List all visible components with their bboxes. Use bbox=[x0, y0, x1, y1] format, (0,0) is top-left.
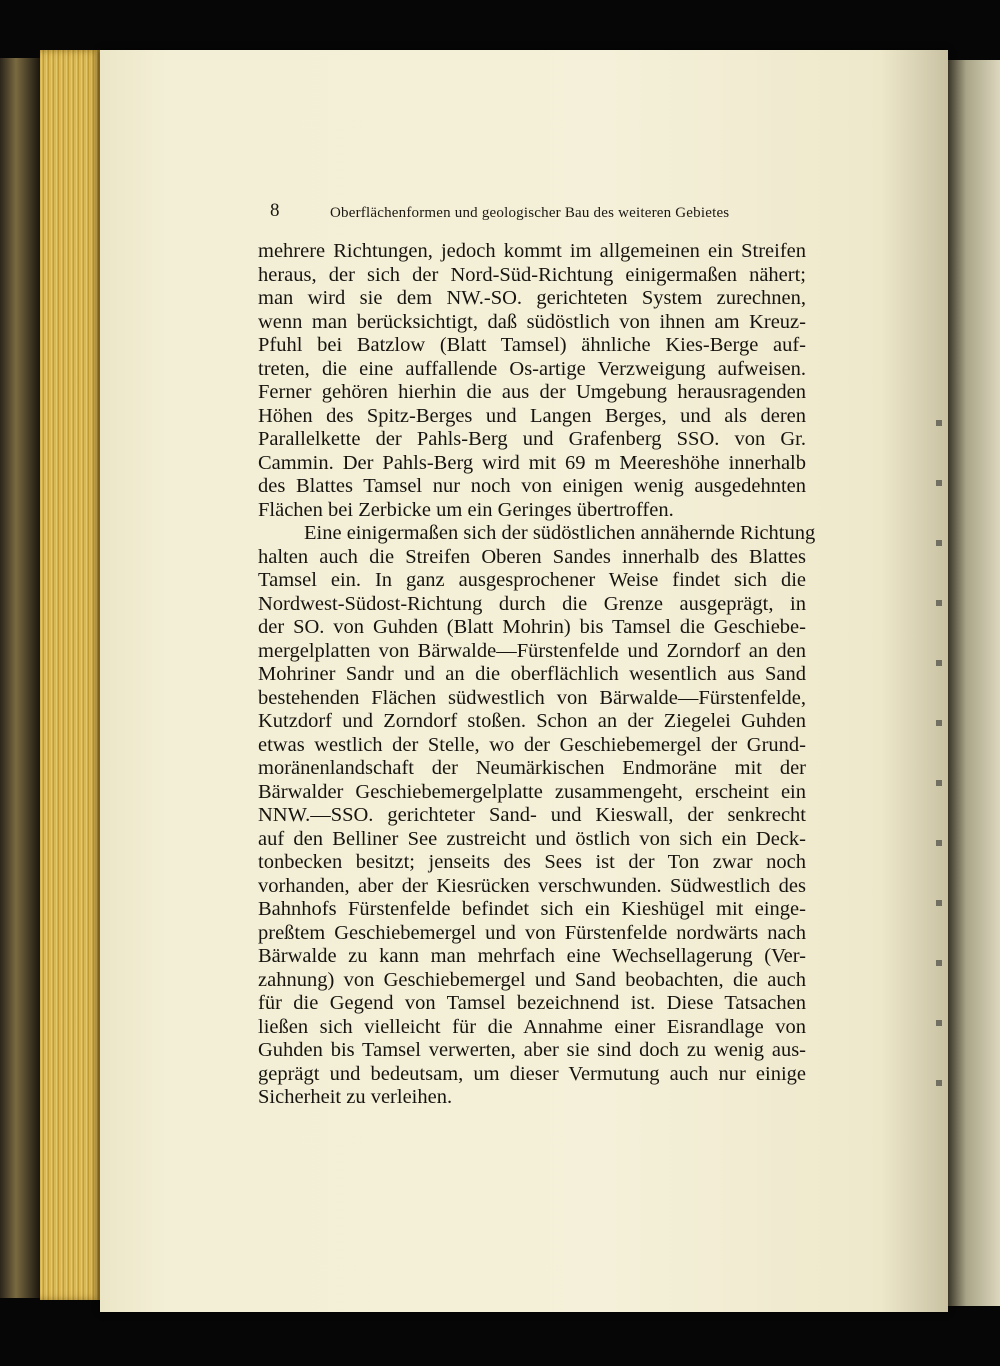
page-number: 8 bbox=[270, 200, 280, 221]
binding-stitching bbox=[936, 420, 942, 1140]
text-line: auf den Belliner See zustreicht und östlich von sich ein Deck- bbox=[258, 827, 806, 850]
text-line: bestehenden Flächen südwestlich von Bärwalde—Fürstenfelde, bbox=[258, 686, 806, 709]
paragraph-1 bbox=[258, 240, 806, 522]
text-line: wenn man berücksichtigt, daß südöstlich von ihnen am Kreuz- bbox=[258, 310, 806, 333]
text-line: moränenlandschaft der Neumärkischen Endmoräne mit der bbox=[258, 757, 806, 779]
text-line: Cammin. Der Pahls-Berg wird mit 69 m Meereshöhe innerhalb bbox=[258, 451, 806, 474]
text-line: zahnung) von Geschiebemergel und Sand beobachten, die auch bbox=[258, 968, 806, 991]
text-line: Guhden bis Tamsel verwerten, aber sie sind doch zu wenig aus- bbox=[258, 1039, 806, 1061]
text-line: Pfuhl bei Batzlow (Blatt Tamsel) ähnliche Kies-Berge auf- bbox=[258, 334, 806, 356]
running-head: Oberflächenformen und geologischer Bau des weiteren Gebietes bbox=[330, 205, 730, 221]
text-line: etwas westlich der Stelle, wo der Geschiebemergel der Grund- bbox=[258, 733, 806, 756]
text-line: Tamsel ein. In ganz ausgesprochener Weise findet sich die bbox=[258, 569, 806, 591]
book-cover-edge bbox=[0, 58, 40, 1298]
paragraph-2 bbox=[258, 522, 816, 1110]
text-line: mergelplatten von Bärwalde—Fürstenfelde und Zorndorf an den bbox=[258, 639, 806, 662]
text-line: Ferner gehören hierhin die aus der Umgebung herausragenden bbox=[258, 381, 806, 403]
text-line: geprägt und bedeutsam, um dieser Vermutung auch nur einige bbox=[258, 1062, 806, 1085]
text-line: für die Gegend von Tamsel bezeichnend ist. Diese Tatsachen bbox=[258, 992, 806, 1014]
text-line: man wird sie dem NW.-SO. gerichteten System zurechnen, bbox=[258, 287, 806, 309]
text-line: Bärwalde zu kann man mehrfach eine Wechsellagerung (Ver- bbox=[258, 945, 806, 967]
text-line: preßtem Geschiebemergel und von Fürstenfelde nordwärts nach bbox=[258, 921, 806, 944]
text-line: halten auch die Streifen Oberen Sandes innerhalb des Blattes bbox=[258, 545, 806, 568]
text-line: des Blattes Tamsel nur noch von einigen wenig ausgedehnten bbox=[258, 475, 806, 497]
facing-page-edge bbox=[948, 60, 1000, 1306]
text-line: Bärwalder Geschiebemergelplatte zusammengeht, erscheint ein bbox=[258, 780, 806, 803]
page-header bbox=[270, 200, 770, 230]
text-line: der SO. von Guhden (Blatt Mohrin) bis Tamsel die Geschiebe- bbox=[258, 616, 806, 638]
body-text bbox=[258, 240, 816, 1110]
text-line: mehrere Richtungen, jedoch kommt im allgemeinen ein Streifen bbox=[258, 240, 806, 262]
text-line: Mohriner Sandr und an die oberflächlich wesentlich aus Sand bbox=[258, 663, 806, 685]
text-line: tonbecken besitzt; jenseits des Sees ist der Ton zwar noch bbox=[258, 851, 806, 873]
text-line: Sicherheit zu verleihen. bbox=[258, 1086, 453, 1108]
text-line: heraus, der sich der Nord-Süd-Richtung einigermaßen nähert; bbox=[258, 263, 806, 286]
text-line: Parallelkette der Pahls-Berg und Grafenberg SSO. von Gr. bbox=[258, 428, 806, 450]
text-line: Flächen bei Zerbicke um ein Geringes übertroffen. bbox=[258, 498, 674, 521]
text-line: NNW.—SSO. gerichteter Sand- und Kieswall, der senkrecht bbox=[258, 804, 806, 826]
text-line: Bahnhofs Fürstenfelde befindet sich ein Kieshügel mit einge- bbox=[258, 898, 806, 920]
text-line: Eine einigermaßen sich der südöstlichen annähernde Richtung bbox=[304, 522, 816, 544]
text-line: treten, die eine auffallende Os-artige Verzweigung aufweisen. bbox=[258, 357, 806, 380]
text-line: Höhen des Spitz-Berges und Langen Berges, und als deren bbox=[258, 404, 806, 427]
gilt-page-edges bbox=[40, 50, 102, 1300]
text-line: Nordwest-Südost-Richtung durch die Grenze ausgeprägt, in bbox=[258, 592, 806, 615]
text-line: ließen sich vielleicht für die Annahme einer Eisrandlage von bbox=[258, 1015, 806, 1038]
text-line: vorhanden, aber der Kiesrücken verschwunden. Südwestlich des bbox=[258, 874, 806, 897]
text-line: Kutzdorf und Zorndorf stoßen. Schon an der Ziegelei Guhden bbox=[258, 710, 806, 732]
